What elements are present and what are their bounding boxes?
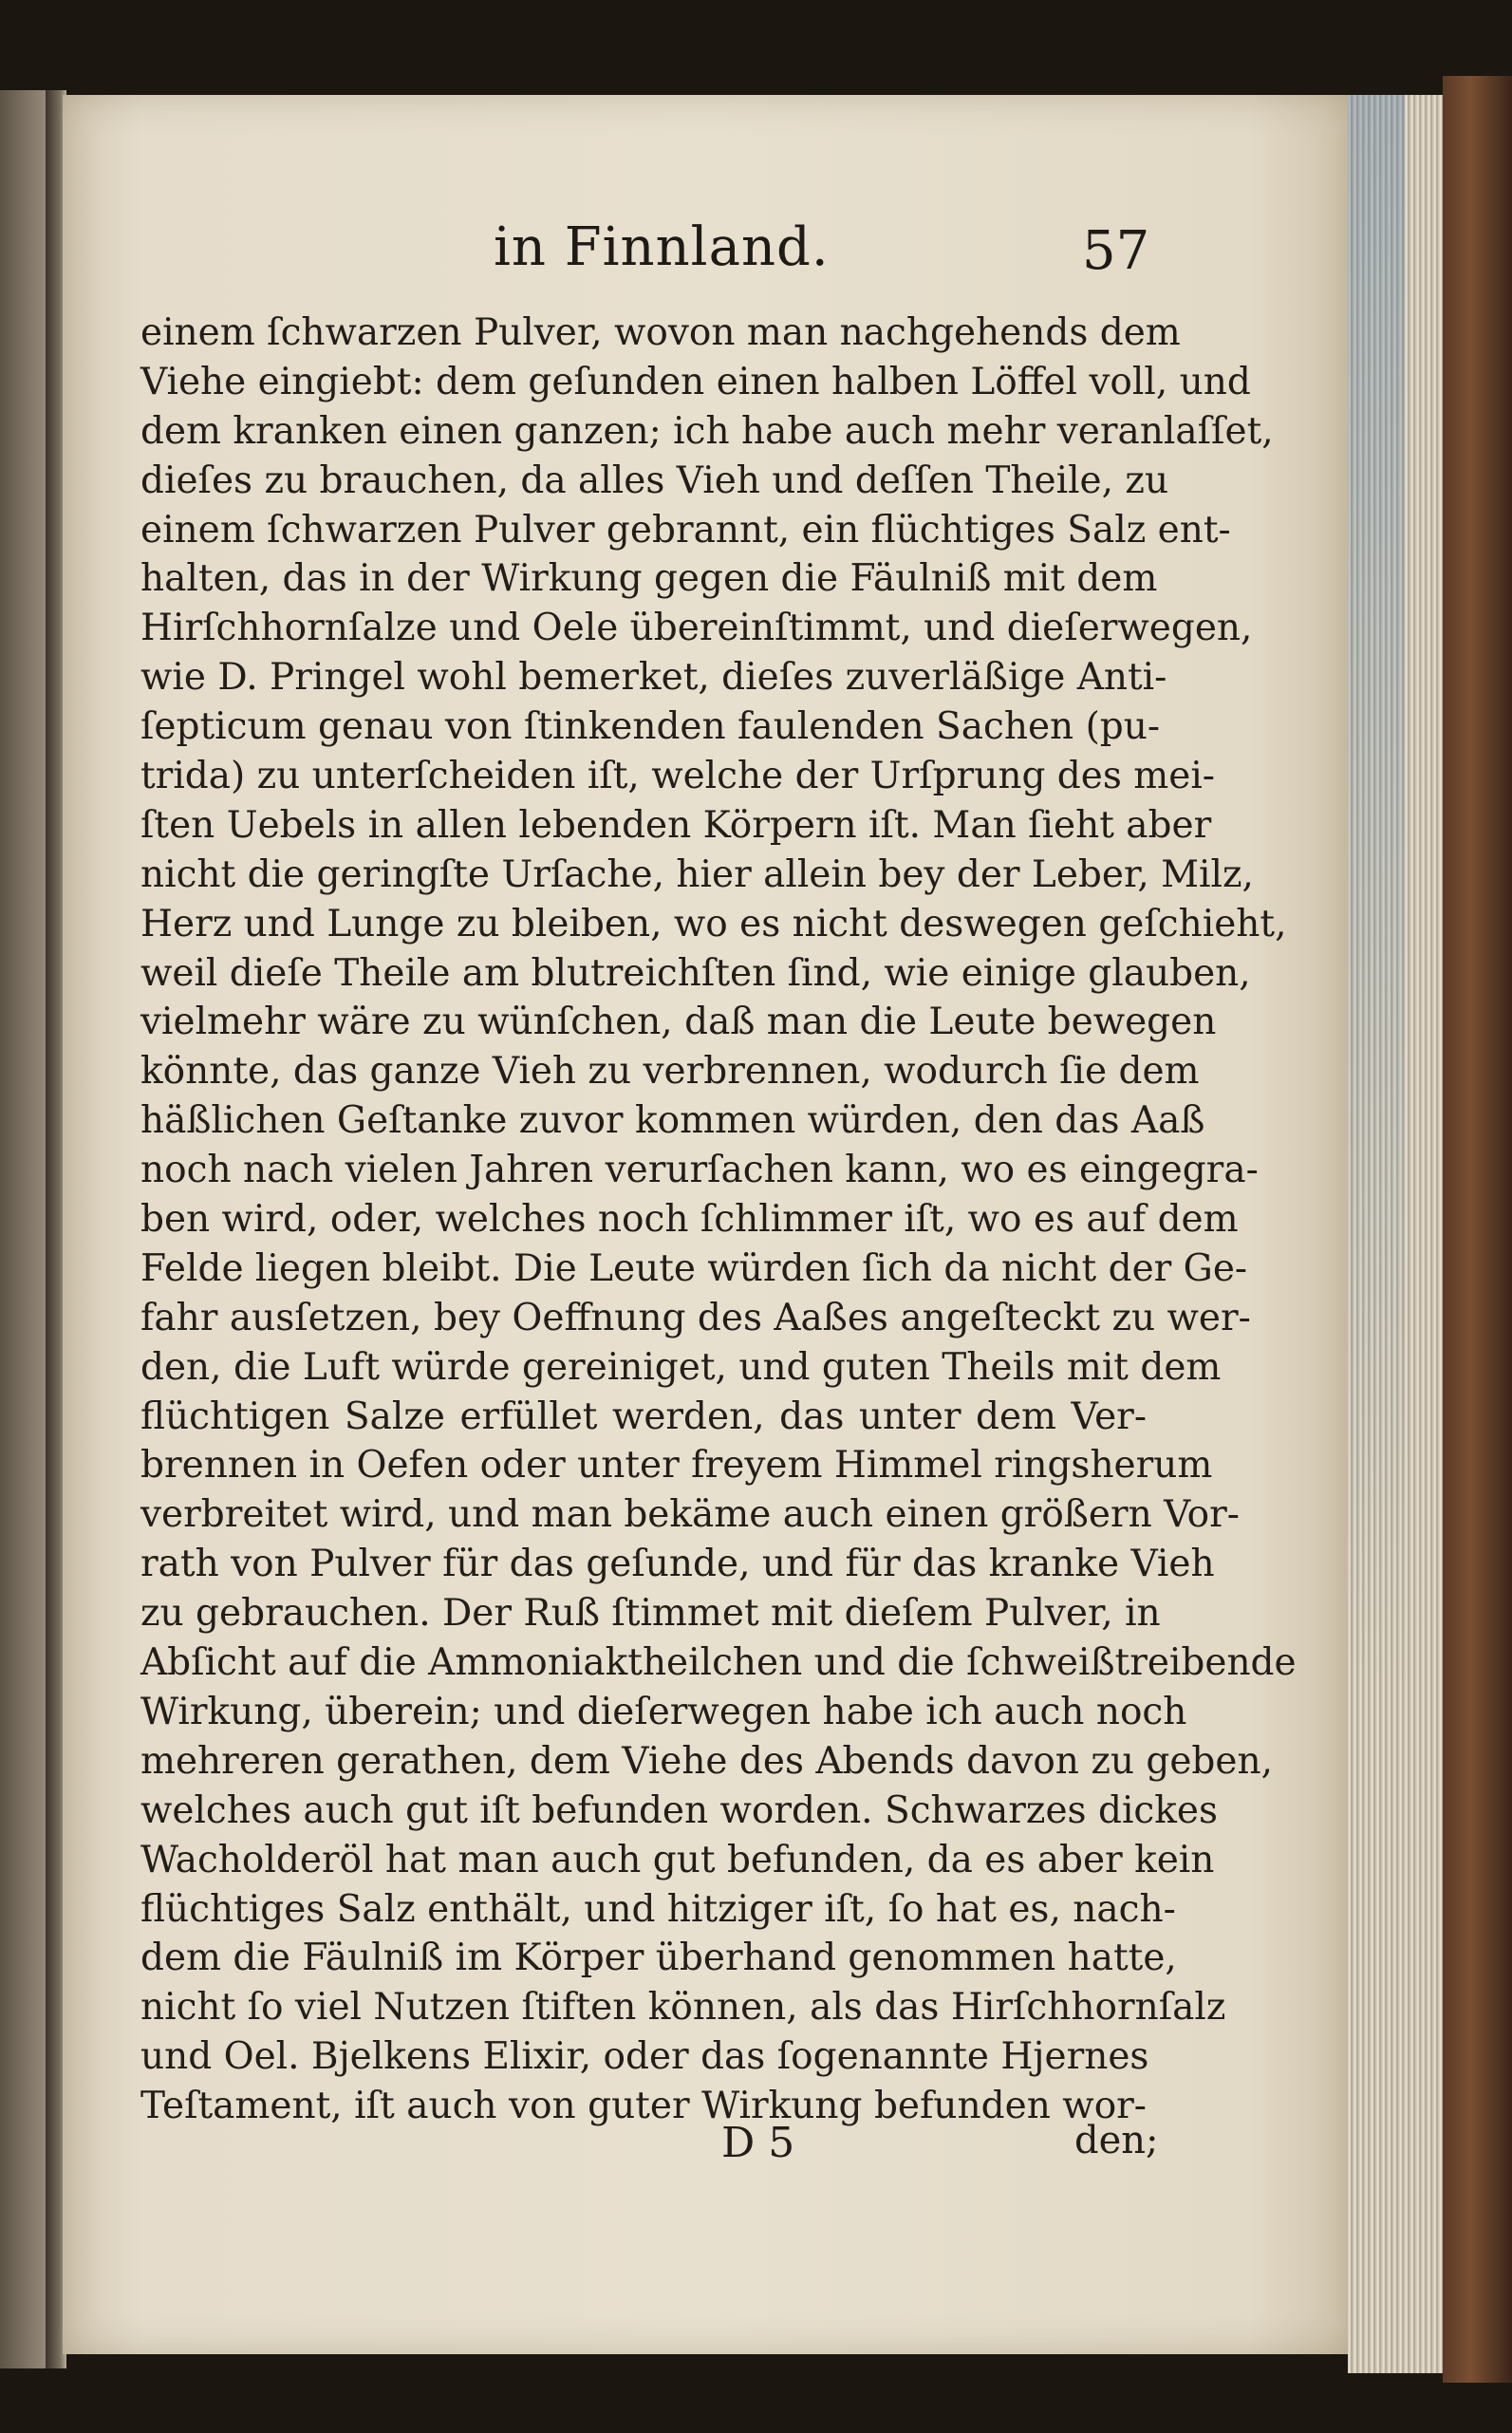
text-line: halten, das in der Wirkung gegen die Fäulniß mit dem (140, 557, 1158, 601)
catchword: den; (1074, 2119, 1159, 2162)
text-line: ben wird, oder, welches noch ſchlimmer iſt, wo es auf dem (140, 1198, 1239, 1242)
text-line: dem die Fäulniß im Körper überhand genommen hatte, (140, 1937, 1177, 1980)
edge-tint (1348, 95, 1405, 2373)
text-line: flüchtiges Salz enthält, und hitziger iſt, ſo hat es, nach- (140, 1887, 1176, 1931)
text-line: einem ſchwarzen Pulver, wovon man nachgehends dem (140, 311, 1181, 354)
text-line: den, die Luft würde gereiniget, und guten Theils mit dem (140, 1345, 1222, 1389)
text-line: Viehe eingiebt: dem geſunden einen halben Löffel voll, und (140, 360, 1251, 403)
text-line: nicht die geringſte Urſache, hier allein bey der Leber, Milz, (140, 852, 1254, 896)
text-line: vielmehr wäre zu wünſchen, daß man die Leute bewegen (140, 1001, 1217, 1044)
text-line: welches auch gut iſt befunden worden. Schwarzes dickes (140, 1788, 1218, 1832)
text-line: rath von Pulver für das geſunde, und für das kranke Vieh (140, 1543, 1215, 1586)
text-line: nicht ſo viel Nutzen ſtiften können, als das Hirſchhornſalz (140, 1986, 1226, 2030)
text-line: Hirſchhornſalze und Oele übereinſtimmt, und dieſerwegen, (140, 607, 1253, 650)
text-line: und Oel. Bjelkens Elixir, oder das ſogenannte Hjernes (140, 2035, 1149, 2079)
text-line: wie D. Pringel wohl bemerket, dieſes zuverläßige Anti- (140, 656, 1167, 700)
text-line: ſten Uebels in allen lebenden Körpern iſt. Man ſieht aber (140, 803, 1212, 847)
running-head: in Finnland. (494, 216, 830, 278)
text-line: Teſtament, iſt auch von guter Wirkung befunden wor- (140, 2085, 1147, 2128)
text-line: Felde liegen bleibt. Die Leute würden ſich da nicht der Ge- (140, 1246, 1248, 1290)
text-line: könnte, das ganze Vieh zu verbrennen, wodurch ſie dem (140, 1050, 1200, 1094)
text-line: weil dieſe Theile am blutreichſten ſind, wie einige glauben, (140, 951, 1251, 995)
text-line: häßlichen Geſtanke zuvor kommen würden, den das Aaß (140, 1099, 1205, 1143)
text-line: Wacholderöl hat man auch gut befunden, da es aber kein (140, 1838, 1215, 1881)
text-line: ſepticum genau von ſtinkenden faulenden Sachen (pu- (140, 705, 1161, 749)
text-line: mehreren gerathen, dem Viehe des Abends davon zu geben, (140, 1739, 1273, 1783)
body-text (140, 309, 1297, 2131)
text-line: Herz und Lunge zu bleiben, wo es nicht deswegen geſchieht, (140, 902, 1287, 945)
text-line: fahr ausſetzen, bey Oeffnung des Aaßes angeſteckt zu wer- (140, 1296, 1251, 1339)
text-line: dem kranken einen ganzen; ich habe auch mehr veranlaſſet, (140, 409, 1274, 453)
text-line: einem ſchwarzen Pulver gebrannt, ein flüchtiges Salz ent- (140, 508, 1231, 552)
text-line: trida) zu unterſcheiden iſt, welche der Urſprung des mei- (140, 755, 1215, 798)
text-line: verbreitet wird, und man bekäme auch einen größern Vor- (140, 1493, 1240, 1537)
text-line: Abſicht auf die Ammoniaktheilchen und die ſchweißtreibende (140, 1641, 1297, 1685)
signature-mark: D 5 (721, 2119, 795, 2167)
page-number: 57 (1082, 220, 1150, 282)
text-line: flüchtigen Salze erfüllet werden, das unter dem Ver- (140, 1394, 1147, 1438)
text-line: zu gebrauchen. Der Ruß ſtimmet mit dieſem Pulver, in (140, 1592, 1161, 1636)
text-line: Wirkung, überein; und dieſerwegen habe ich auch noch (140, 1690, 1187, 1733)
book-cover-edge (1443, 76, 1512, 2383)
text-line: brennen in Oefen oder unter freyem Himmel ringsherum (140, 1444, 1213, 1488)
text-line: dieſes zu brauchen, da alles Vieh und deſſen Theile, zu (140, 459, 1169, 502)
text-line: noch nach vielen Jahren verurſachen kann, wo es eingegra- (140, 1149, 1259, 1192)
